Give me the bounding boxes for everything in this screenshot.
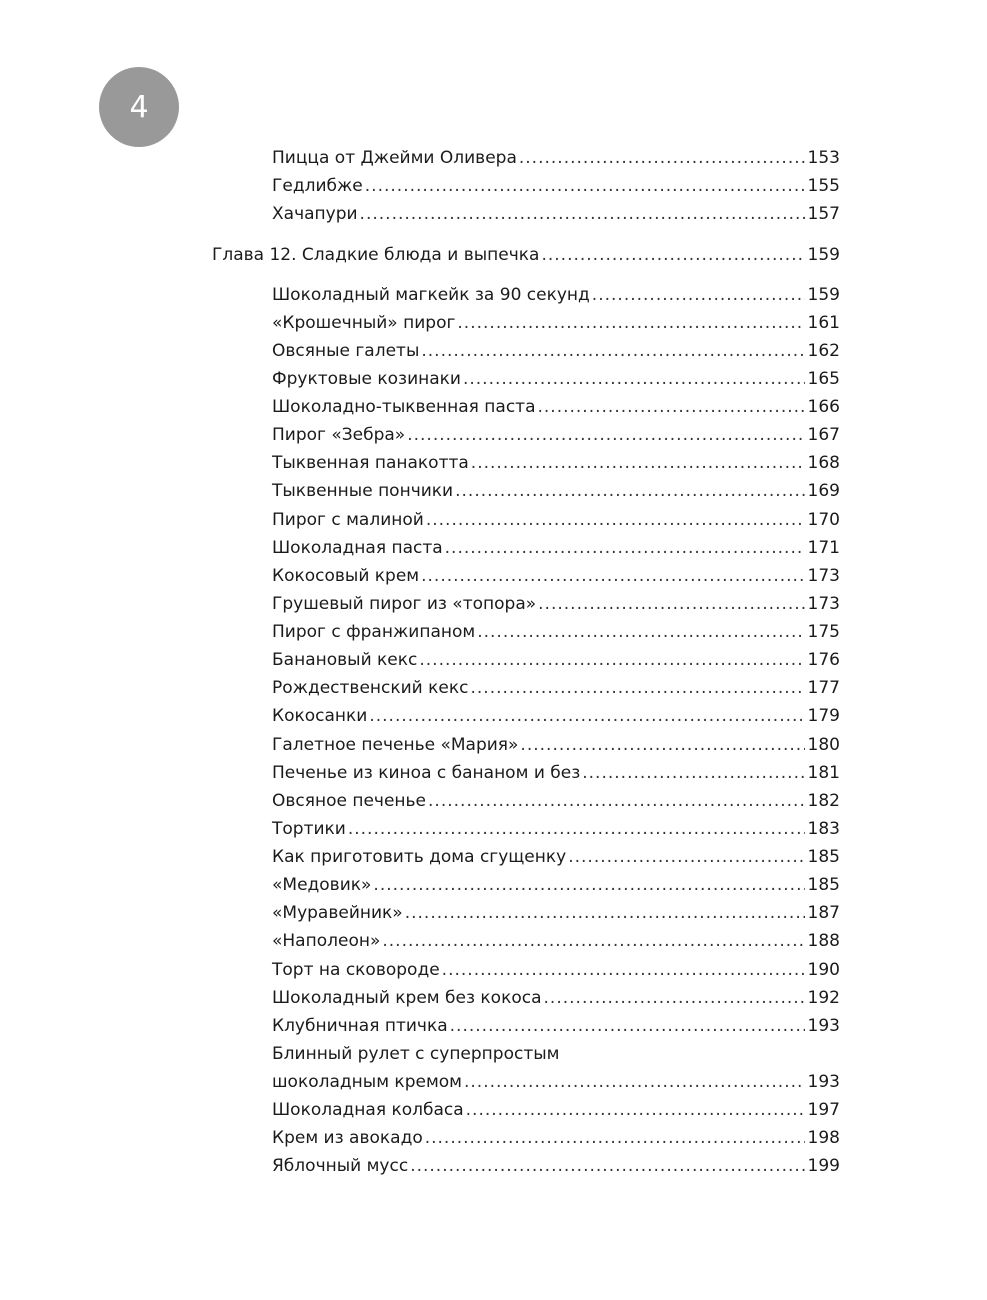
toc-leader-dots	[538, 593, 804, 615]
toc-entry[interactable]	[272, 874, 840, 896]
toc-entry[interactable]	[272, 396, 840, 418]
toc-entry-title: Галетное печенье «Мария»	[272, 735, 519, 755]
toc-leader-dots	[373, 874, 804, 896]
toc-entry[interactable]	[272, 480, 840, 502]
toc-entry-page: 179	[807, 706, 840, 726]
toc-leader-dots	[421, 565, 804, 587]
toc-entry-page: 162	[807, 341, 840, 361]
toc-leader-dots	[442, 959, 805, 981]
toc-chapter-entry[interactable]	[212, 244, 840, 266]
toc-entry[interactable]	[272, 818, 840, 840]
toc-entry-title: Как приготовить дома сгущенку	[272, 847, 567, 867]
toc-entry[interactable]	[272, 1099, 840, 1121]
toc-leader-dots	[369, 705, 804, 727]
toc-entry-title: Пирог с малиной	[272, 510, 424, 530]
toc-entry-title: Тортики	[272, 819, 346, 839]
toc-entry-title: Овсяные галеты	[272, 341, 420, 361]
toc-chapter-page: 159	[807, 245, 840, 265]
toc-entry[interactable]	[272, 203, 840, 225]
toc-entry-title: Клубничная птичка	[272, 1016, 448, 1036]
toc-leader-dots	[425, 1127, 805, 1149]
toc-leader-dots	[365, 175, 805, 197]
toc-entry-page: 181	[807, 763, 840, 783]
toc-leader-dots	[463, 368, 805, 390]
toc-leader-dots	[360, 203, 805, 225]
toc-entry[interactable]	[272, 846, 840, 868]
toc-entry-title: Кокосовый крем	[272, 566, 420, 586]
toc-entry[interactable]	[272, 565, 840, 587]
toc-entry[interactable]	[272, 959, 840, 981]
toc-entry-page: 165	[807, 369, 840, 389]
toc-leader-dots	[519, 147, 805, 169]
toc-entry-title: Кокосанки	[272, 706, 368, 726]
toc-entry-title: «Крошечный» пирог	[272, 313, 456, 333]
toc-entry-title: Шоколадная паста	[272, 538, 443, 558]
toc-entry-title: «Наполеон»	[272, 931, 381, 951]
toc-leader-dots	[520, 734, 804, 756]
toc-entry-title: Банановый кекс	[272, 650, 418, 670]
toc-leader-dots	[568, 846, 804, 868]
toc-entry[interactable]	[272, 368, 840, 390]
toc-entry[interactable]	[272, 705, 840, 727]
toc-entry-page: 183	[807, 819, 840, 839]
toc-entry[interactable]	[272, 649, 840, 671]
toc-entry[interactable]	[272, 1015, 840, 1037]
toc-entry-page: 170	[807, 510, 840, 530]
toc-entry-page: 197	[807, 1100, 840, 1120]
toc-entry-page: 192	[807, 988, 840, 1008]
toc-entry[interactable]	[272, 537, 840, 559]
toc-entry-title: Грушевый пирог из «топора»	[272, 594, 537, 614]
toc-leader-dots	[466, 1099, 805, 1121]
toc-entry-page: 168	[807, 453, 840, 473]
toc-entry-title: «Медовик»	[272, 875, 372, 895]
toc-entry-title: Пицца от Джейми Оливера	[272, 148, 517, 168]
toc-entry-page: 188	[807, 931, 840, 951]
toc-leader-dots	[450, 1015, 805, 1037]
toc-leader-dots	[426, 509, 805, 531]
toc-entry-page: 182	[807, 791, 840, 811]
toc-entry-title: Яблочный мусс	[272, 1156, 409, 1176]
toc-entry-title-line1[interactable]: Блинный рулет с суперпростым	[272, 1044, 560, 1064]
toc-entry[interactable]	[272, 509, 840, 531]
toc-entry-page: 176	[807, 650, 840, 670]
toc-entry-page: 175	[807, 622, 840, 642]
toc-entry-page: 193	[807, 1016, 840, 1036]
toc-leader-dots	[470, 677, 804, 699]
toc-entry-page: 185	[807, 847, 840, 867]
toc-leader-dots	[464, 1071, 805, 1093]
toc-leader-dots	[428, 790, 805, 812]
toc-leader-dots	[541, 244, 804, 266]
toc-leader-dots	[419, 649, 804, 671]
toc-entry-title: Тыквенная панакотта	[272, 453, 469, 473]
toc-entry-title: Рождественский кекс	[272, 678, 469, 698]
toc-entry-title: «Муравейник»	[272, 903, 403, 923]
toc-entry[interactable]	[272, 175, 840, 197]
toc-entry-title: Печенье из киноа с бананом и без	[272, 763, 581, 783]
toc-entry-title: Пирог с франжипаном	[272, 622, 476, 642]
toc-entry-title: Фруктовые козинаки	[272, 369, 461, 389]
toc-entry-page: 161	[807, 313, 840, 333]
toc-leader-dots	[348, 818, 805, 840]
toc-entry-page: 157	[807, 204, 840, 224]
toc-entry-page: 169	[807, 481, 840, 501]
toc-entry-page: 173	[807, 594, 840, 614]
toc-entry[interactable]	[272, 452, 840, 474]
toc-entry-title: Пирог «Зебра»	[272, 425, 406, 445]
toc-leader-dots	[421, 340, 804, 362]
toc-entry-title: Гедлибже	[272, 176, 363, 196]
toc-entry[interactable]	[272, 902, 840, 924]
toc-leader-dots	[410, 1155, 804, 1177]
toc-leader-dots	[477, 621, 804, 643]
toc-entry-page: 155	[807, 176, 840, 196]
toc-entry-page: 187	[807, 903, 840, 923]
toc-entry-page: 177	[807, 678, 840, 698]
toc-leader-dots	[592, 284, 805, 306]
toc-entry-page: 171	[807, 538, 840, 558]
toc-entry[interactable]	[272, 147, 840, 169]
toc-entry-title: Тыквенные пончики	[272, 481, 454, 501]
toc-leader-dots	[445, 537, 805, 559]
toc-entry-page: 199	[807, 1156, 840, 1176]
toc-entry[interactable]	[272, 790, 840, 812]
toc-entry[interactable]	[272, 424, 840, 446]
toc-entry-title: Торт на сковороде	[272, 960, 440, 980]
toc-entry[interactable]	[272, 734, 840, 756]
toc-entry[interactable]	[272, 1071, 840, 1093]
toc-entry-title: Шоколадный крем без кокоса	[272, 988, 542, 1008]
toc-entry[interactable]	[272, 593, 840, 615]
toc-leader-dots	[407, 424, 804, 446]
toc-entry-title: Шоколадная колбаса	[272, 1100, 464, 1120]
toc-leader-dots	[405, 902, 805, 924]
toc-entry[interactable]	[272, 312, 840, 334]
toc-entry[interactable]	[272, 987, 840, 1009]
toc-entry[interactable]	[272, 340, 840, 362]
toc-entry-title-line2: шоколадным кремом	[272, 1072, 462, 1092]
toc-entry[interactable]	[272, 762, 840, 784]
toc-entry-page: 190	[807, 960, 840, 980]
toc-entry-page: 173	[807, 566, 840, 586]
toc-leader-dots	[382, 930, 804, 952]
toc-entry-title: Шоколадно-тыквенная паста	[272, 397, 536, 417]
toc-entry-title: Хачапури	[272, 204, 358, 224]
toc-leader-dots	[537, 396, 804, 418]
toc-leader-dots	[455, 480, 804, 502]
toc-entry-page: 185	[807, 875, 840, 895]
toc-entry-title: Крем из авокадо	[272, 1128, 423, 1148]
toc-leader-dots	[544, 987, 805, 1009]
toc-entry[interactable]	[272, 621, 840, 643]
toc-entry[interactable]	[272, 677, 840, 699]
page-number-badge: 4	[99, 67, 179, 147]
toc-entry[interactable]	[272, 1127, 840, 1149]
toc-entry[interactable]	[272, 930, 840, 952]
toc-leader-dots	[471, 452, 805, 474]
toc-entry[interactable]	[272, 284, 840, 306]
toc-entry-page: 167	[807, 425, 840, 445]
toc-entry-page: 193	[807, 1072, 840, 1092]
toc-entry-page: 166	[807, 397, 840, 417]
toc-entry-title: Овсяное печенье	[272, 791, 427, 811]
toc-leader-dots	[457, 312, 804, 334]
toc-entry[interactable]	[272, 1155, 840, 1177]
toc-leader-dots	[582, 762, 804, 784]
toc-entry-page: 180	[807, 735, 840, 755]
toc-entry-page: 159	[807, 285, 840, 305]
toc-entry-title: Шоколадный магкейк за 90 секунд	[272, 285, 590, 305]
toc-entry-page: 198	[807, 1128, 840, 1148]
toc-entry-page: 153	[807, 148, 840, 168]
toc-chapter-title: Глава 12. Сладкие блюда и выпечка	[212, 245, 540, 265]
